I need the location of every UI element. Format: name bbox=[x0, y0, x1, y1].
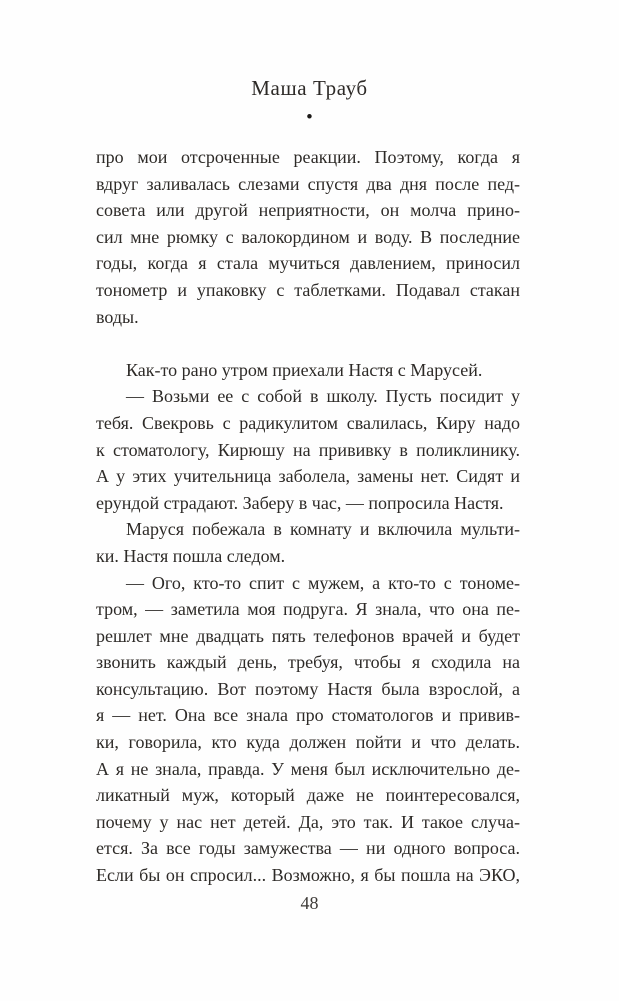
text-line: тром, — заметила моя подруга. Я знала, что она пе- bbox=[96, 599, 520, 620]
text-line: — Ого, кто-то спит с мужем, а кто-то с тономе- bbox=[126, 572, 520, 593]
text-line: годы, когда я стала мучиться давлением, приносил bbox=[96, 253, 520, 274]
text-line: про мои отсроченные реакции. Поэтому, когда я bbox=[96, 147, 520, 167]
running-head-author: Маша Трауб bbox=[251, 76, 368, 100]
text-line: звонить каждый день, требуя, чтобы я сходила на bbox=[96, 652, 520, 673]
body-text bbox=[96, 144, 520, 889]
text-line: Если бы он спросил... Возможно, я бы пошла на ЭКО, bbox=[96, 865, 520, 886]
text-line: консультацию. Вот поэтому Настя была взрослой, а bbox=[96, 678, 520, 699]
text-line: я — нет. Она все знала про стоматологов и привив- bbox=[96, 705, 520, 726]
text-line: решлет мне двадцать пять телефонов врачей и будет bbox=[96, 625, 520, 646]
text-line: вдруг заливалась слезами спустя два дня после пед- bbox=[96, 173, 520, 194]
text-line: тебя. Свекровь с радикулитом свалилась, Киру надо bbox=[96, 412, 520, 433]
text-line: ется. За все годы замужества — ни одного вопроса. bbox=[96, 838, 520, 859]
text-line: почему у нас нет детей. Да, это так. И такое случа- bbox=[96, 811, 520, 832]
text-line: ерундой страдают. Заберу в час, — попросила Настя. bbox=[96, 492, 504, 513]
page-number: 48 bbox=[300, 893, 319, 913]
paragraph bbox=[96, 357, 520, 384]
text-line: ликатный муж, который даже не поинтересовался, bbox=[96, 785, 520, 806]
text-line: тонометр и упаковку с таблетками. Подавал стакан bbox=[96, 279, 520, 300]
paragraph bbox=[96, 516, 520, 569]
text-line: ки. Настя пошла следом. bbox=[96, 545, 286, 566]
paragraph bbox=[96, 570, 520, 889]
text-line: ки, говорила, кто куда должен пойти и что делать. bbox=[96, 732, 520, 753]
text-line: А у этих учительница заболела, замены нет. Сидят и bbox=[96, 466, 520, 487]
paragraph bbox=[96, 383, 520, 516]
text-line: Маруся побежала в комнату и включила мульти- bbox=[126, 519, 520, 540]
text-line: воды. bbox=[96, 306, 139, 327]
text-line: — Возьми ее с собой в школу. Пусть посидит у bbox=[126, 386, 520, 407]
text-line: А я не знала, правда. У меня был исключительно де- bbox=[96, 758, 520, 779]
section-separator-icon: • bbox=[306, 107, 313, 128]
text-line: Как-то рано утром приехали Настя с Марусей. bbox=[126, 359, 483, 380]
text-line: сил мне рюмку с валокордином и воду. В последние bbox=[96, 226, 520, 247]
paragraph bbox=[96, 144, 520, 330]
text-line: совета или другой неприятности, он молча прино- bbox=[96, 200, 520, 221]
text-line: к стоматологу, Кирюшу на прививку в поликлинику. bbox=[96, 439, 520, 460]
